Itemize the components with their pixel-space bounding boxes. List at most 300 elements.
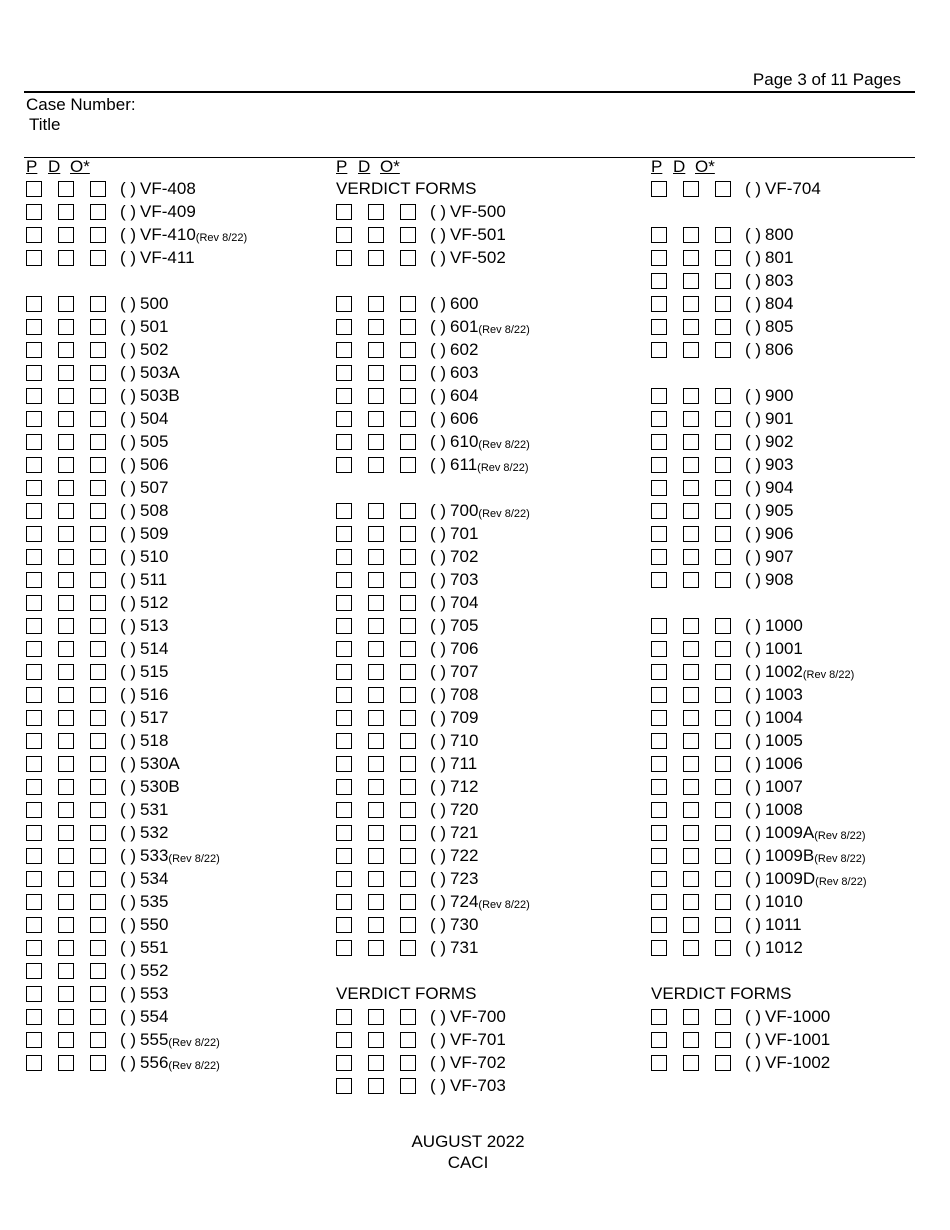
o-checkbox[interactable]: [400, 503, 416, 519]
p-checkbox[interactable]: [26, 1032, 42, 1048]
p-checkbox[interactable]: [336, 756, 352, 772]
o-checkbox[interactable]: [400, 342, 416, 358]
o-checkbox[interactable]: [400, 894, 416, 910]
p-checkbox[interactable]: [651, 273, 667, 289]
d-checkbox[interactable]: [368, 1009, 384, 1025]
o-checkbox[interactable]: [715, 940, 731, 956]
p-checkbox[interactable]: [651, 549, 667, 565]
o-checkbox[interactable]: [715, 756, 731, 772]
o-checkbox[interactable]: [715, 388, 731, 404]
p-checkbox[interactable]: [26, 388, 42, 404]
p-checkbox[interactable]: [26, 411, 42, 427]
d-checkbox[interactable]: [58, 1055, 74, 1071]
d-checkbox[interactable]: [58, 986, 74, 1002]
p-checkbox[interactable]: [651, 779, 667, 795]
p-checkbox[interactable]: [651, 388, 667, 404]
p-checkbox[interactable]: [26, 480, 42, 496]
p-checkbox[interactable]: [336, 296, 352, 312]
p-checkbox[interactable]: [336, 664, 352, 680]
d-checkbox[interactable]: [683, 342, 699, 358]
o-checkbox[interactable]: [90, 779, 106, 795]
o-checkbox[interactable]: [90, 296, 106, 312]
o-checkbox[interactable]: [90, 595, 106, 611]
d-checkbox[interactable]: [58, 940, 74, 956]
d-checkbox[interactable]: [683, 250, 699, 266]
d-checkbox[interactable]: [58, 250, 74, 266]
d-checkbox[interactable]: [368, 940, 384, 956]
p-checkbox[interactable]: [651, 434, 667, 450]
o-checkbox[interactable]: [715, 733, 731, 749]
p-checkbox[interactable]: [651, 411, 667, 427]
d-checkbox[interactable]: [368, 549, 384, 565]
d-checkbox[interactable]: [683, 549, 699, 565]
d-checkbox[interactable]: [58, 227, 74, 243]
d-checkbox[interactable]: [683, 641, 699, 657]
p-checkbox[interactable]: [651, 1055, 667, 1071]
o-checkbox[interactable]: [715, 227, 731, 243]
o-checkbox[interactable]: [90, 319, 106, 335]
p-checkbox[interactable]: [26, 434, 42, 450]
o-checkbox[interactable]: [400, 296, 416, 312]
p-checkbox[interactable]: [336, 825, 352, 841]
p-checkbox[interactable]: [26, 342, 42, 358]
p-checkbox[interactable]: [26, 526, 42, 542]
p-checkbox[interactable]: [26, 871, 42, 887]
d-checkbox[interactable]: [58, 779, 74, 795]
o-checkbox[interactable]: [90, 457, 106, 473]
o-checkbox[interactable]: [90, 480, 106, 496]
p-checkbox[interactable]: [651, 480, 667, 496]
d-checkbox[interactable]: [368, 388, 384, 404]
o-checkbox[interactable]: [400, 227, 416, 243]
o-checkbox[interactable]: [715, 1055, 731, 1071]
p-checkbox[interactable]: [651, 526, 667, 542]
p-checkbox[interactable]: [26, 1055, 42, 1071]
d-checkbox[interactable]: [58, 664, 74, 680]
o-checkbox[interactable]: [400, 733, 416, 749]
o-checkbox[interactable]: [715, 687, 731, 703]
p-checkbox[interactable]: [26, 710, 42, 726]
d-checkbox[interactable]: [368, 871, 384, 887]
p-checkbox[interactable]: [651, 181, 667, 197]
p-checkbox[interactable]: [651, 848, 667, 864]
o-checkbox[interactable]: [90, 388, 106, 404]
o-checkbox[interactable]: [715, 273, 731, 289]
o-checkbox[interactable]: [715, 825, 731, 841]
o-checkbox[interactable]: [715, 250, 731, 266]
d-checkbox[interactable]: [368, 917, 384, 933]
o-checkbox[interactable]: [400, 526, 416, 542]
d-checkbox[interactable]: [683, 1055, 699, 1071]
p-checkbox[interactable]: [26, 457, 42, 473]
o-checkbox[interactable]: [400, 802, 416, 818]
d-checkbox[interactable]: [58, 641, 74, 657]
p-checkbox[interactable]: [336, 342, 352, 358]
d-checkbox[interactable]: [368, 457, 384, 473]
d-checkbox[interactable]: [58, 411, 74, 427]
o-checkbox[interactable]: [715, 1009, 731, 1025]
d-checkbox[interactable]: [58, 871, 74, 887]
o-checkbox[interactable]: [400, 756, 416, 772]
p-checkbox[interactable]: [26, 595, 42, 611]
p-checkbox[interactable]: [26, 1009, 42, 1025]
o-checkbox[interactable]: [400, 825, 416, 841]
o-checkbox[interactable]: [90, 342, 106, 358]
o-checkbox[interactable]: [90, 641, 106, 657]
o-checkbox[interactable]: [400, 664, 416, 680]
o-checkbox[interactable]: [90, 365, 106, 381]
p-checkbox[interactable]: [336, 227, 352, 243]
d-checkbox[interactable]: [368, 710, 384, 726]
d-checkbox[interactable]: [58, 710, 74, 726]
d-checkbox[interactable]: [58, 572, 74, 588]
p-checkbox[interactable]: [336, 250, 352, 266]
p-checkbox[interactable]: [26, 986, 42, 1002]
p-checkbox[interactable]: [26, 917, 42, 933]
o-checkbox[interactable]: [90, 848, 106, 864]
o-checkbox[interactable]: [715, 480, 731, 496]
o-checkbox[interactable]: [400, 641, 416, 657]
o-checkbox[interactable]: [715, 526, 731, 542]
o-checkbox[interactable]: [90, 618, 106, 634]
p-checkbox[interactable]: [651, 687, 667, 703]
d-checkbox[interactable]: [58, 595, 74, 611]
d-checkbox[interactable]: [683, 1032, 699, 1048]
d-checkbox[interactable]: [368, 618, 384, 634]
d-checkbox[interactable]: [368, 802, 384, 818]
p-checkbox[interactable]: [336, 687, 352, 703]
p-checkbox[interactable]: [336, 572, 352, 588]
d-checkbox[interactable]: [368, 365, 384, 381]
o-checkbox[interactable]: [715, 181, 731, 197]
d-checkbox[interactable]: [368, 411, 384, 427]
p-checkbox[interactable]: [336, 618, 352, 634]
o-checkbox[interactable]: [90, 940, 106, 956]
d-checkbox[interactable]: [683, 388, 699, 404]
d-checkbox[interactable]: [683, 779, 699, 795]
o-checkbox[interactable]: [400, 848, 416, 864]
p-checkbox[interactable]: [26, 181, 42, 197]
p-checkbox[interactable]: [336, 940, 352, 956]
o-checkbox[interactable]: [90, 572, 106, 588]
o-checkbox[interactable]: [400, 1078, 416, 1094]
p-checkbox[interactable]: [26, 549, 42, 565]
d-checkbox[interactable]: [368, 204, 384, 220]
p-checkbox[interactable]: [336, 1055, 352, 1071]
o-checkbox[interactable]: [715, 549, 731, 565]
p-checkbox[interactable]: [26, 733, 42, 749]
o-checkbox[interactable]: [715, 664, 731, 680]
d-checkbox[interactable]: [368, 503, 384, 519]
p-checkbox[interactable]: [651, 710, 667, 726]
p-checkbox[interactable]: [26, 572, 42, 588]
d-checkbox[interactable]: [683, 825, 699, 841]
o-checkbox[interactable]: [90, 181, 106, 197]
p-checkbox[interactable]: [651, 825, 667, 841]
o-checkbox[interactable]: [400, 204, 416, 220]
o-checkbox[interactable]: [715, 871, 731, 887]
o-checkbox[interactable]: [400, 687, 416, 703]
o-checkbox[interactable]: [90, 227, 106, 243]
o-checkbox[interactable]: [400, 388, 416, 404]
o-checkbox[interactable]: [715, 411, 731, 427]
o-checkbox[interactable]: [400, 779, 416, 795]
o-checkbox[interactable]: [90, 825, 106, 841]
p-checkbox[interactable]: [651, 894, 667, 910]
p-checkbox[interactable]: [26, 503, 42, 519]
p-checkbox[interactable]: [336, 733, 352, 749]
o-checkbox[interactable]: [90, 526, 106, 542]
o-checkbox[interactable]: [90, 411, 106, 427]
d-checkbox[interactable]: [683, 480, 699, 496]
o-checkbox[interactable]: [400, 319, 416, 335]
d-checkbox[interactable]: [683, 710, 699, 726]
d-checkbox[interactable]: [58, 388, 74, 404]
d-checkbox[interactable]: [58, 963, 74, 979]
o-checkbox[interactable]: [715, 894, 731, 910]
p-checkbox[interactable]: [651, 871, 667, 887]
o-checkbox[interactable]: [90, 1032, 106, 1048]
d-checkbox[interactable]: [58, 802, 74, 818]
d-checkbox[interactable]: [683, 618, 699, 634]
o-checkbox[interactable]: [90, 664, 106, 680]
p-checkbox[interactable]: [336, 1032, 352, 1048]
d-checkbox[interactable]: [58, 733, 74, 749]
d-checkbox[interactable]: [683, 848, 699, 864]
d-checkbox[interactable]: [58, 319, 74, 335]
d-checkbox[interactable]: [683, 687, 699, 703]
o-checkbox[interactable]: [715, 296, 731, 312]
p-checkbox[interactable]: [651, 572, 667, 588]
o-checkbox[interactable]: [400, 1055, 416, 1071]
p-checkbox[interactable]: [336, 917, 352, 933]
o-checkbox[interactable]: [400, 618, 416, 634]
d-checkbox[interactable]: [368, 894, 384, 910]
d-checkbox[interactable]: [368, 687, 384, 703]
p-checkbox[interactable]: [651, 733, 667, 749]
p-checkbox[interactable]: [651, 756, 667, 772]
d-checkbox[interactable]: [58, 434, 74, 450]
o-checkbox[interactable]: [715, 802, 731, 818]
d-checkbox[interactable]: [58, 480, 74, 496]
p-checkbox[interactable]: [26, 296, 42, 312]
p-checkbox[interactable]: [651, 917, 667, 933]
d-checkbox[interactable]: [368, 779, 384, 795]
p-checkbox[interactable]: [26, 756, 42, 772]
p-checkbox[interactable]: [26, 963, 42, 979]
p-checkbox[interactable]: [26, 227, 42, 243]
d-checkbox[interactable]: [683, 733, 699, 749]
o-checkbox[interactable]: [715, 319, 731, 335]
p-checkbox[interactable]: [336, 848, 352, 864]
d-checkbox[interactable]: [368, 595, 384, 611]
d-checkbox[interactable]: [368, 319, 384, 335]
o-checkbox[interactable]: [90, 917, 106, 933]
p-checkbox[interactable]: [336, 434, 352, 450]
o-checkbox[interactable]: [400, 917, 416, 933]
d-checkbox[interactable]: [58, 204, 74, 220]
o-checkbox[interactable]: [90, 986, 106, 1002]
o-checkbox[interactable]: [90, 250, 106, 266]
d-checkbox[interactable]: [58, 296, 74, 312]
o-checkbox[interactable]: [90, 1055, 106, 1071]
p-checkbox[interactable]: [26, 250, 42, 266]
p-checkbox[interactable]: [26, 802, 42, 818]
o-checkbox[interactable]: [90, 1009, 106, 1025]
p-checkbox[interactable]: [26, 641, 42, 657]
d-checkbox[interactable]: [368, 825, 384, 841]
p-checkbox[interactable]: [26, 894, 42, 910]
d-checkbox[interactable]: [683, 434, 699, 450]
d-checkbox[interactable]: [683, 940, 699, 956]
p-checkbox[interactable]: [336, 319, 352, 335]
p-checkbox[interactable]: [651, 1009, 667, 1025]
o-checkbox[interactable]: [400, 871, 416, 887]
o-checkbox[interactable]: [90, 549, 106, 565]
o-checkbox[interactable]: [715, 503, 731, 519]
p-checkbox[interactable]: [336, 204, 352, 220]
d-checkbox[interactable]: [368, 733, 384, 749]
p-checkbox[interactable]: [336, 411, 352, 427]
p-checkbox[interactable]: [336, 871, 352, 887]
d-checkbox[interactable]: [58, 503, 74, 519]
o-checkbox[interactable]: [90, 710, 106, 726]
d-checkbox[interactable]: [58, 181, 74, 197]
p-checkbox[interactable]: [651, 618, 667, 634]
o-checkbox[interactable]: [90, 503, 106, 519]
d-checkbox[interactable]: [58, 756, 74, 772]
d-checkbox[interactable]: [368, 434, 384, 450]
o-checkbox[interactable]: [400, 1032, 416, 1048]
d-checkbox[interactable]: [58, 825, 74, 841]
p-checkbox[interactable]: [651, 227, 667, 243]
d-checkbox[interactable]: [683, 319, 699, 335]
o-checkbox[interactable]: [400, 365, 416, 381]
p-checkbox[interactable]: [26, 940, 42, 956]
d-checkbox[interactable]: [58, 687, 74, 703]
d-checkbox[interactable]: [683, 411, 699, 427]
o-checkbox[interactable]: [90, 802, 106, 818]
p-checkbox[interactable]: [336, 1078, 352, 1094]
o-checkbox[interactable]: [90, 756, 106, 772]
d-checkbox[interactable]: [58, 917, 74, 933]
o-checkbox[interactable]: [400, 250, 416, 266]
d-checkbox[interactable]: [368, 572, 384, 588]
o-checkbox[interactable]: [90, 871, 106, 887]
p-checkbox[interactable]: [336, 365, 352, 381]
p-checkbox[interactable]: [651, 802, 667, 818]
d-checkbox[interactable]: [683, 1009, 699, 1025]
o-checkbox[interactable]: [715, 572, 731, 588]
d-checkbox[interactable]: [683, 273, 699, 289]
p-checkbox[interactable]: [651, 664, 667, 680]
o-checkbox[interactable]: [400, 710, 416, 726]
o-checkbox[interactable]: [90, 963, 106, 979]
o-checkbox[interactable]: [715, 618, 731, 634]
p-checkbox[interactable]: [336, 526, 352, 542]
o-checkbox[interactable]: [400, 434, 416, 450]
o-checkbox[interactable]: [400, 595, 416, 611]
d-checkbox[interactable]: [368, 526, 384, 542]
o-checkbox[interactable]: [90, 204, 106, 220]
d-checkbox[interactable]: [683, 457, 699, 473]
p-checkbox[interactable]: [336, 779, 352, 795]
d-checkbox[interactable]: [683, 296, 699, 312]
d-checkbox[interactable]: [683, 227, 699, 243]
d-checkbox[interactable]: [368, 342, 384, 358]
d-checkbox[interactable]: [683, 917, 699, 933]
o-checkbox[interactable]: [715, 710, 731, 726]
d-checkbox[interactable]: [58, 365, 74, 381]
p-checkbox[interactable]: [336, 549, 352, 565]
d-checkbox[interactable]: [683, 871, 699, 887]
o-checkbox[interactable]: [715, 641, 731, 657]
d-checkbox[interactable]: [58, 848, 74, 864]
p-checkbox[interactable]: [651, 250, 667, 266]
d-checkbox[interactable]: [368, 296, 384, 312]
d-checkbox[interactable]: [368, 848, 384, 864]
d-checkbox[interactable]: [58, 342, 74, 358]
p-checkbox[interactable]: [336, 595, 352, 611]
o-checkbox[interactable]: [400, 1009, 416, 1025]
p-checkbox[interactable]: [651, 940, 667, 956]
o-checkbox[interactable]: [400, 572, 416, 588]
d-checkbox[interactable]: [683, 756, 699, 772]
p-checkbox[interactable]: [336, 894, 352, 910]
o-checkbox[interactable]: [400, 411, 416, 427]
p-checkbox[interactable]: [26, 825, 42, 841]
p-checkbox[interactable]: [26, 664, 42, 680]
o-checkbox[interactable]: [715, 457, 731, 473]
o-checkbox[interactable]: [715, 434, 731, 450]
p-checkbox[interactable]: [26, 687, 42, 703]
o-checkbox[interactable]: [400, 549, 416, 565]
o-checkbox[interactable]: [715, 1032, 731, 1048]
p-checkbox[interactable]: [26, 618, 42, 634]
p-checkbox[interactable]: [336, 641, 352, 657]
p-checkbox[interactable]: [651, 457, 667, 473]
o-checkbox[interactable]: [400, 940, 416, 956]
p-checkbox[interactable]: [651, 319, 667, 335]
d-checkbox[interactable]: [683, 503, 699, 519]
d-checkbox[interactable]: [683, 572, 699, 588]
p-checkbox[interactable]: [336, 457, 352, 473]
p-checkbox[interactable]: [336, 503, 352, 519]
d-checkbox[interactable]: [58, 894, 74, 910]
p-checkbox[interactable]: [336, 388, 352, 404]
o-checkbox[interactable]: [715, 917, 731, 933]
d-checkbox[interactable]: [368, 664, 384, 680]
p-checkbox[interactable]: [26, 319, 42, 335]
d-checkbox[interactable]: [368, 1078, 384, 1094]
d-checkbox[interactable]: [683, 802, 699, 818]
d-checkbox[interactable]: [58, 457, 74, 473]
d-checkbox[interactable]: [683, 664, 699, 680]
p-checkbox[interactable]: [26, 779, 42, 795]
d-checkbox[interactable]: [683, 181, 699, 197]
d-checkbox[interactable]: [368, 756, 384, 772]
d-checkbox[interactable]: [58, 526, 74, 542]
o-checkbox[interactable]: [90, 894, 106, 910]
p-checkbox[interactable]: [336, 710, 352, 726]
p-checkbox[interactable]: [26, 365, 42, 381]
o-checkbox[interactable]: [90, 687, 106, 703]
d-checkbox[interactable]: [58, 1009, 74, 1025]
d-checkbox[interactable]: [58, 549, 74, 565]
d-checkbox[interactable]: [683, 894, 699, 910]
p-checkbox[interactable]: [26, 848, 42, 864]
o-checkbox[interactable]: [715, 779, 731, 795]
